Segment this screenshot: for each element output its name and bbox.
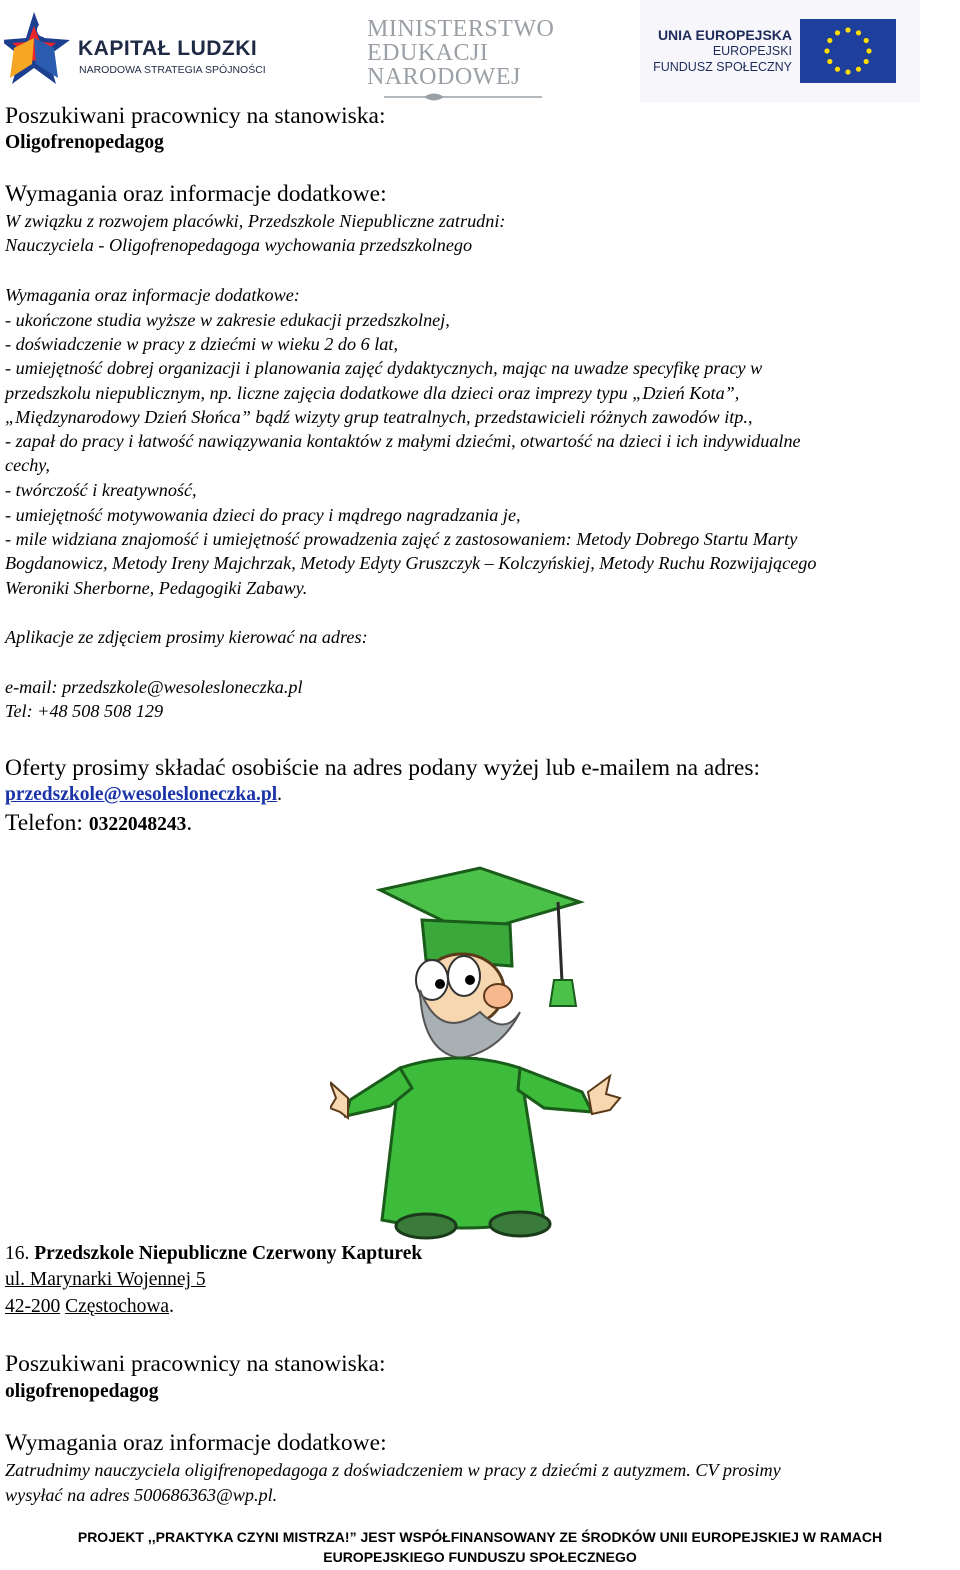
- eu-star-icon: [856, 30, 861, 35]
- ministry-line-2: EDUKACJI: [367, 40, 489, 66]
- eu-star-icon: [866, 48, 871, 53]
- eu-flag-icon: [800, 19, 896, 83]
- requirement-line: - zapał do pracy i łatwość nawiązywania kontaktów z małymi dziećmi, otwartość na dzieci i ich indywidualne: [5, 431, 801, 451]
- ministry-logo: [364, 14, 554, 104]
- offer2-title-row: [5, 1243, 422, 1265]
- requirement-line: - umiejętność motywowania dzieci do pracy i mądrego nagradzania je,: [5, 505, 521, 525]
- eu-line-1: UNIA EUROPEJSKA: [657, 27, 792, 43]
- offer2-city: Częstochowa: [65, 1296, 170, 1317]
- requirement-line: - ukończone studia wyższe w zakresie edukacji przedszkolnej,: [5, 310, 450, 330]
- phone-suffix: .: [186, 810, 193, 836]
- eu-star-icon: [835, 67, 840, 72]
- offer1-intro-line-1: W związku z rozwojem placówki, Przedszkole Niepubliczne zatrudni:: [5, 211, 506, 231]
- offer2-position: oligofrenopedagog: [5, 1381, 159, 1402]
- offers-email-link[interactable]: przedszkole@wesolesloneczka.pl: [5, 784, 278, 805]
- offer1-intro-line-2: Nauczyciela - Oligofrenopedagoga wychowania przedszkolnego: [5, 235, 473, 255]
- offer1-offers-line: Oferty prosimy składać osobiście na adres podany wyżej lub e-mailem na adres:: [5, 755, 761, 781]
- kapital-ludzki-subtitle: NARODOWA STRATEGIA SPÓJNOŚCI: [79, 64, 266, 76]
- kapital-ludzki-emblem-icon: [4, 8, 70, 94]
- offer1-apply-line: Aplikacje ze zdjęciem prosimy kierować na adres:: [5, 627, 368, 647]
- eu-star-icon: [835, 30, 840, 35]
- professor-illustration: [330, 862, 650, 1247]
- offer2-city-suffix: .: [169, 1296, 174, 1317]
- offer1-requirements-heading-2: Wymagania oraz informacje dodatkowe:: [5, 285, 300, 305]
- eu-star-icon: [845, 69, 850, 74]
- ministry-line-1: MINISTERSTWO: [367, 16, 555, 42]
- offer2-desc-line-1: Zatrudnimy nauczyciela oligifrenopedagoga z doświadczeniem w pracy z dziećmi z autyzmem. CV prosimy: [5, 1460, 781, 1480]
- eu-star-icon: [827, 38, 832, 43]
- requirement-line: - mile widziana znajomość i umiejętność prowadzenia zajęć z zastosowaniem: Metody Dobrego Startu Marty: [5, 529, 798, 549]
- eu-star-icon: [856, 67, 861, 72]
- requirement-line: Bogdanowicz, Metody Ireny Majchrzak, Metody Edyty Gruszczyk – Kolczyńskiej, Metody Ruchu Rozwijającego: [5, 553, 817, 573]
- phone-number: 0322048243: [88, 814, 187, 835]
- requirement-line: - doświadczenie w pracy z dziećmi w wieku 2 do 6 lat,: [5, 334, 399, 354]
- offer1-positions-heading: Poszukiwani pracownicy na stanowiska:: [5, 103, 386, 129]
- offer1-email-line: e-mail: przedszkole@wesolesloneczka.pl: [5, 677, 303, 697]
- offer2-desc-line-2: wysyłać na adres 500686363@wp.pl.: [5, 1485, 278, 1505]
- kapital-ludzki-logo: [4, 8, 264, 94]
- kapital-ludzki-title: KAPITAŁ LUDZKI: [78, 37, 258, 60]
- requirement-line: przedszkolu niepublicznym, np. liczne zajęcia dodatkowe dla dzieci oraz imprezy typu „Dzień Kota”,: [5, 383, 740, 403]
- offer2-requirements-heading: Wymagania oraz informacje dodatkowe:: [5, 1430, 387, 1456]
- offer2-name: Przedszkole Niepubliczne Czerwony Kapturek: [34, 1243, 423, 1264]
- offer1-offers-email-row: [5, 784, 282, 806]
- eu-logo: [640, 0, 920, 102]
- offer2-street: ul. Marynarki Wojennej 5: [5, 1269, 206, 1290]
- requirement-line: Weroniki Sherborne, Pedagogiki Zabawy.: [5, 578, 308, 598]
- offer1-phone-row: [5, 810, 192, 837]
- offer2-postcode: 42-200: [5, 1296, 61, 1317]
- requirement-line: - twórczość i kreatywność,: [5, 480, 197, 500]
- eu-star-icon: [845, 27, 850, 32]
- offer2-number: 16.: [5, 1243, 35, 1264]
- requirement-line: „Międzynarodowy Dzień Słońca” bądź wizyty grup teatralnych, przedstawicieli różnych zawodów itp.,: [5, 407, 753, 427]
- eu-star-icon: [864, 38, 869, 43]
- phone-label: Telefon:: [5, 810, 89, 836]
- offer1-position: Oligofrenopedagog: [5, 132, 164, 153]
- offer2-city-row: [5, 1296, 174, 1318]
- requirement-line: - umiejętność dobrej organizacji i planowania zajęć dydaktycznych, mając na uwadze specyfikę pracy w: [5, 358, 763, 378]
- offer1-tel-line: Tel: +48 508 508 129: [5, 701, 164, 721]
- eu-line-2: EUROPEJSKI: [712, 44, 792, 58]
- eu-line-3: FUNDUSZ SPOŁECZNY: [653, 60, 792, 74]
- eu-star-icon: [827, 59, 832, 64]
- footer-line-2: EUROPEJSKIEGO FUNDUSZU SPOŁECZNEGO: [323, 1549, 637, 1565]
- offer2-positions-heading: Poszukiwani pracownicy na stanowiska:: [5, 1351, 386, 1377]
- offer1-requirements-heading: Wymagania oraz informacje dodatkowe:: [5, 181, 387, 207]
- eu-star-icon: [864, 59, 869, 64]
- eu-star-icon: [824, 48, 829, 53]
- offers-email-suffix: .: [277, 784, 283, 805]
- quill-icon: [364, 90, 544, 104]
- ministry-line-3: NARODOWEJ: [367, 64, 521, 90]
- footer-line-1: PROJEKT ,,PRAKTYKA CZYNI MISTRZA!” JEST WSPÓŁFINANSOWANY ZE ŚRODKÓW UNII EUROPEJSKIEJ W RAMACH: [77, 1529, 883, 1545]
- requirement-line: cechy,: [5, 455, 50, 475]
